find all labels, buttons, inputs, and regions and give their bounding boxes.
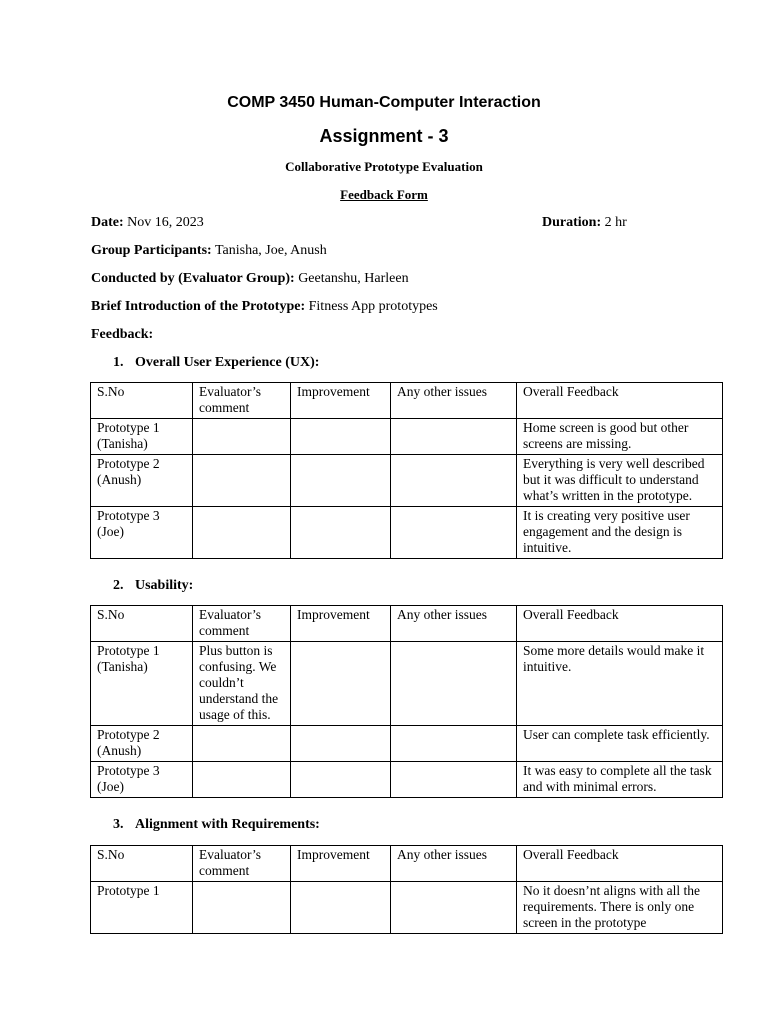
table-cell <box>291 726 391 762</box>
course-title: COMP 3450 Human-Computer Interaction <box>227 94 541 111</box>
header-cell: Overall Feedback <box>517 606 723 642</box>
section-title: Usability: <box>135 578 194 593</box>
table-cell: It is creating very positive user engagement and the design is intuitive. <box>517 507 723 559</box>
header-cell: Evaluator’s comment <box>193 606 291 642</box>
table-row <box>91 455 723 507</box>
section-title: Alignment with Requirements: <box>135 817 320 832</box>
table-cell: No it doesn’nt aligns with all the requirements. There is only one screen in the prototype <box>517 882 723 934</box>
header-cell: Improvement <box>291 606 391 642</box>
date-line <box>91 215 204 231</box>
table-cell <box>391 642 517 726</box>
table-row <box>91 726 723 762</box>
table-header-row <box>91 383 723 419</box>
table-cell: User can complete task efficiently. <box>517 726 723 762</box>
form-title: Feedback Form <box>340 187 428 202</box>
table-cell <box>391 762 517 798</box>
header-cell: Evaluator’s comment <box>193 846 291 882</box>
table-cell <box>291 762 391 798</box>
table-cell: Some more details would make it intuitive. <box>517 642 723 726</box>
table-cell: Prototype 3 (Joe) <box>91 762 193 798</box>
table-row <box>91 762 723 798</box>
header-cell: Any other issues <box>391 846 517 882</box>
participants-line <box>91 243 327 259</box>
participants-value: Tanisha, Joe, Anush <box>211 243 327 258</box>
intro-value: Fitness App prototypes <box>305 299 438 314</box>
section-heading-usability <box>113 578 193 594</box>
table-row <box>91 419 723 455</box>
header-cell: Any other issues <box>391 606 517 642</box>
duration-value: 2 hr <box>601 215 627 230</box>
table-cell <box>193 507 291 559</box>
table-header-row <box>91 606 723 642</box>
header-cell: Overall Feedback <box>517 846 723 882</box>
header-cell: Overall Feedback <box>517 383 723 419</box>
header-cell: S.No <box>91 606 193 642</box>
table-row <box>91 507 723 559</box>
table-cell: Prototype 1 (Tanisha) <box>91 419 193 455</box>
feedback-label: Feedback: <box>91 327 154 342</box>
table-cell: It was easy to complete all the task and with minimal errors. <box>517 762 723 798</box>
header-cell: S.No <box>91 846 193 882</box>
table-cell <box>193 882 291 934</box>
section-heading-requirements <box>113 817 320 833</box>
header-cell: S.No <box>91 383 193 419</box>
table-cell <box>291 455 391 507</box>
table-row <box>91 642 723 726</box>
table-cell <box>391 882 517 934</box>
header-cell: Any other issues <box>391 383 517 419</box>
table-cell: Everything is very well described but it was difficult to understand what’s written in the prototype. <box>517 455 723 507</box>
section-title: Overall User Experience (UX): <box>135 355 320 370</box>
section-number: 3. <box>113 817 124 832</box>
table-cell <box>193 419 291 455</box>
intro-line <box>91 299 438 315</box>
table-cell <box>291 642 391 726</box>
participants-label: Group Participants: <box>91 243 212 258</box>
assignment-title: Assignment - 3 <box>319 126 449 146</box>
header-cell: Improvement <box>291 383 391 419</box>
section-number: 2. <box>113 578 124 593</box>
requirements-feedback-table <box>90 845 723 934</box>
table-header-row <box>91 846 723 882</box>
section-heading-ux <box>113 355 319 371</box>
table-cell <box>291 882 391 934</box>
table-row <box>91 882 723 934</box>
table-cell <box>291 507 391 559</box>
table-cell <box>391 419 517 455</box>
table-cell: Prototype 3 (Joe) <box>91 507 193 559</box>
table-cell: Plus button is confusing. We couldn’t understand the usage of this. <box>193 642 291 726</box>
duration-label: Duration: <box>542 215 602 230</box>
section-number: 1. <box>113 355 124 370</box>
duration-line <box>542 215 627 231</box>
table-cell: Prototype 2 (Anush) <box>91 726 193 762</box>
usability-feedback-table <box>90 605 723 798</box>
conducted-line <box>91 271 409 287</box>
document-subtitle: Collaborative Prototype Evaluation <box>285 159 483 174</box>
table-cell <box>193 455 291 507</box>
ux-feedback-table <box>90 382 723 559</box>
table-cell <box>193 726 291 762</box>
date-value: Nov 16, 2023 <box>123 215 204 230</box>
table-cell <box>391 726 517 762</box>
header-cell: Evaluator’s comment <box>193 383 291 419</box>
table-cell: Home screen is good but other screens are missing. <box>517 419 723 455</box>
date-label: Date: <box>91 215 124 230</box>
table-cell <box>391 455 517 507</box>
table-cell <box>193 762 291 798</box>
intro-label: Brief Introduction of the Prototype: <box>91 299 306 314</box>
table-cell: Prototype 1 <box>91 882 193 934</box>
table-cell: Prototype 1 (Tanisha) <box>91 642 193 726</box>
header-cell: Improvement <box>291 846 391 882</box>
conducted-label: Conducted by (Evaluator Group): <box>91 271 295 286</box>
table-cell <box>291 419 391 455</box>
table-cell <box>391 507 517 559</box>
conducted-value: Geetanshu, Harleen <box>294 271 409 286</box>
table-cell: Prototype 2 (Anush) <box>91 455 193 507</box>
